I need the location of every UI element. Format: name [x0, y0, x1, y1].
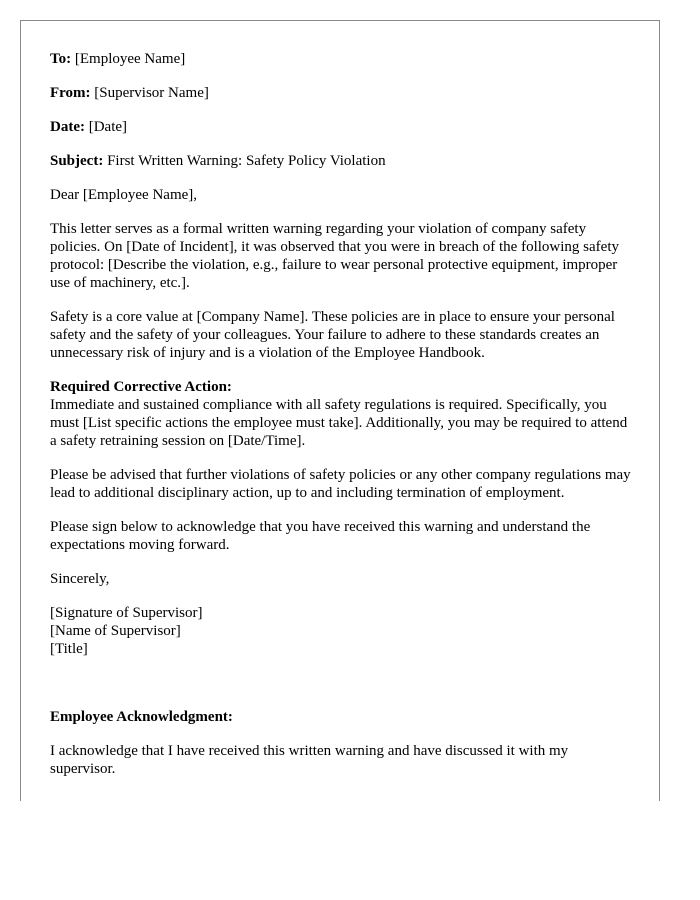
supervisor-name-line: [Name of Supervisor]	[50, 623, 181, 639]
from-label: From:	[50, 85, 91, 101]
acknowledgment-heading: Employee Acknowledgment:	[50, 709, 233, 725]
letter-content	[50, 50, 632, 794]
from-line	[50, 84, 632, 102]
signature-line: [Signature of Supervisor]	[50, 605, 203, 621]
to-value: [Employee Name]	[74, 51, 186, 67]
subject-value: First Written Warning: Safety Policy Violation	[107, 153, 386, 169]
date-value: [Date]	[88, 119, 128, 135]
sign-request-paragraph: Please sign below to acknowledge that you have received this warning and understand the expectations moving forward.	[50, 519, 591, 553]
document-page	[20, 20, 660, 801]
to-label: To:	[50, 51, 72, 67]
safety-value-paragraph: Safety is a core value at [Company Name]. These policies are in place to ensure your personal safety and the safety of your colleagues. Your failure to adhere to these standards creates an unnecessary risk of injury and is a violation of the Employee Handbook.	[50, 309, 615, 361]
corrective-action-heading: Required Corrective Action:	[50, 379, 232, 395]
supervisor-title-line: [Title]	[50, 641, 88, 657]
from-value: [Supervisor Name]	[94, 85, 209, 101]
subject-label: Subject:	[50, 153, 104, 169]
consequences-paragraph: Please be advised that further violations of safety policies or any other company regulations may lead to additional disciplinary action, up to and including termination of employment.	[50, 467, 631, 501]
corrective-action-section	[50, 378, 632, 450]
date-line	[50, 118, 632, 136]
signature-block	[50, 604, 632, 658]
subject-line	[50, 152, 632, 170]
corrective-action-text: Immediate and sustained compliance with all safety regulations is required. Specifically, you must [List specific actions the employee must take]. Additionally, you may be required to attend a safety retraining session on [Date/Time].	[50, 397, 628, 449]
closing: Sincerely,	[50, 571, 110, 587]
greeting: Dear [Employee Name],	[50, 187, 198, 203]
violation-paragraph: This letter serves as a formal written warning regarding your violation of company safety policies. On [Date of Incident], it was observed that you were in breach of the following safety protocol: [Describe the violation, e.g., failure to wear personal protective equipment, improper use of machinery, etc.].	[50, 221, 619, 291]
acknowledgment-text: I acknowledge that I have received this written warning and have discussed it with my supervisor.	[50, 743, 569, 777]
to-line	[50, 50, 632, 68]
date-label: Date:	[50, 119, 85, 135]
